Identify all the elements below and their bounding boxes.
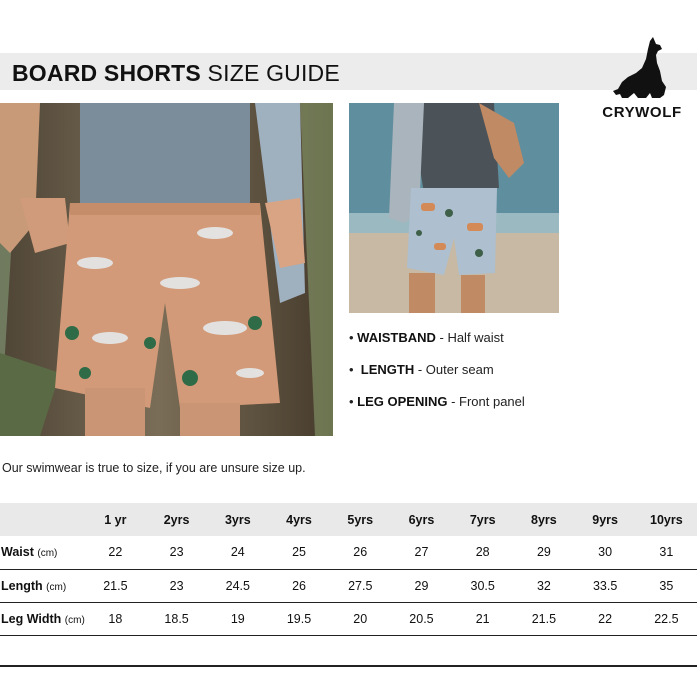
table-cell: 21 [452, 602, 513, 635]
table-cell: 35 [636, 569, 697, 602]
table-cell: 20 [330, 602, 391, 635]
table-cell: 26 [330, 536, 391, 569]
table-cell: 23 [146, 536, 207, 569]
table-row-length [0, 569, 697, 602]
header-cell: 1 yr [104, 512, 127, 527]
table-cell: 27 [391, 536, 452, 569]
title-light: SIZE GUIDE [200, 60, 340, 86]
row-label [0, 569, 85, 602]
row-label [0, 536, 85, 569]
header-cell: 2yrs [163, 512, 190, 527]
feature-waistband: • WAISTBAND - Half waist [349, 330, 504, 345]
table-row-leg-width [0, 602, 697, 635]
header-cell: 7yrs [469, 512, 496, 527]
row-label-text: Waist [1, 545, 34, 560]
header-cell: 6yrs [408, 512, 435, 527]
table-cell: 32 [513, 569, 574, 602]
table-cell: 18.5 [146, 602, 207, 635]
row-label-text: Leg Width [1, 611, 62, 626]
table-cell: 23 [146, 569, 207, 602]
table-cell: 28 [452, 536, 513, 569]
product-photo-tan-shorts [0, 103, 333, 436]
table-header-row [0, 503, 697, 536]
title-bold: BOARD SHORTS [12, 60, 201, 86]
brand-name: CRYWOLF [602, 104, 682, 121]
header-cell-empty [0, 503, 85, 536]
table-cell: 24 [207, 536, 268, 569]
header-cell: 9yrs [592, 512, 618, 527]
row-unit: (cm) [64, 614, 85, 626]
feature-desc: - Front panel [447, 394, 525, 409]
product-photo-blue-shorts [349, 103, 559, 313]
header-cell: 8yrs [531, 512, 557, 527]
header-cell: 3yrs [224, 512, 251, 527]
table-row-waist [0, 536, 697, 569]
row-unit: (cm) [37, 548, 58, 560]
feature-label: LEG OPENING [357, 394, 448, 409]
header-cell: 5yrs [347, 512, 374, 527]
table-cell: 30 [575, 536, 636, 569]
sizing-note: Our swimwear is true to size, if you are unsure size up. [2, 461, 306, 475]
table-bottom-divider [0, 665, 697, 667]
table-cell: 24.5 [207, 569, 268, 602]
table-cell: 21.5 [85, 569, 146, 602]
feature-length: • LENGTH - Outer seam [349, 362, 494, 377]
table-cell: 21.5 [513, 602, 574, 635]
row-label-text: Length [1, 578, 43, 593]
table-cell: 25 [268, 536, 329, 569]
size-table [0, 503, 697, 636]
feature-leg-opening: • LEG OPENING - Front panel [349, 394, 525, 409]
feature-label: WAISTBAND [357, 330, 436, 345]
table-cell: 29 [391, 569, 452, 602]
feature-desc: - Outer seam [414, 362, 494, 377]
table-cell: 29 [513, 536, 574, 569]
header-cell: 10yrs [650, 512, 683, 527]
table-cell: 22.5 [636, 602, 697, 635]
feature-desc: - Half waist [435, 330, 504, 345]
table-cell: 31 [636, 536, 697, 569]
table-cell: 27.5 [330, 569, 391, 602]
row-label [0, 602, 85, 635]
table-cell: 19.5 [268, 602, 329, 635]
table-cell: 26 [268, 569, 329, 602]
page-title [12, 60, 340, 87]
table-cell: 30.5 [452, 569, 513, 602]
table-cell: 33.5 [575, 569, 636, 602]
row-unit: (cm) [46, 581, 67, 593]
header-cell: 4yrs [286, 512, 312, 527]
table-cell: 19 [207, 602, 268, 635]
table-cell: 20.5 [391, 602, 452, 635]
feature-label: LENGTH [360, 362, 415, 377]
table-cell: 22 [85, 536, 146, 569]
table-cell: 18 [85, 602, 146, 635]
table-cell: 22 [575, 602, 636, 635]
